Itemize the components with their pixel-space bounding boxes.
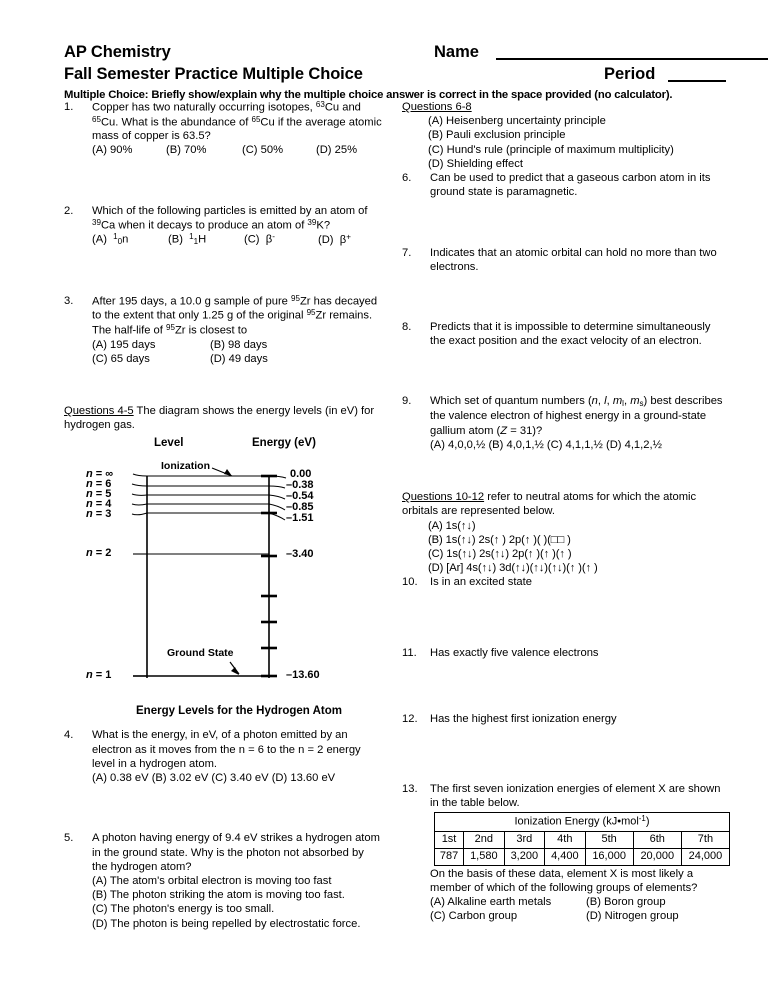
question-4-stem-line2: electron as it moves from the n = 6 to the n = 2 energy <box>92 743 361 756</box>
question-12 <box>402 712 732 726</box>
q3-option-b[interactable]: (B) 98 days <box>210 338 268 351</box>
q68-option-c[interactable]: (C) Hund's rule (principle of maximum multiplicity) <box>428 143 674 156</box>
question-1-stem-line3: mass of copper is 63.5? <box>92 130 211 143</box>
q3-option-c[interactable]: (C) 65 days <box>92 352 150 365</box>
q2-stem-b: Ca when it decays to produce an atom of <box>100 219 308 232</box>
q1-iso-65a: 65 <box>92 114 101 124</box>
q9-var-ml: m <box>612 395 623 408</box>
question-10-stem: Is in an excited state <box>430 576 532 589</box>
q1012-option-c[interactable]: (C) 1s(↑↓) 2s(↑↓) 2p(↑ )(↑ )(↑ ) <box>428 547 572 560</box>
q1012-intro-line2: orbitals are represented below. <box>402 505 555 518</box>
q3-iso-95b: 95 <box>306 308 316 318</box>
q13-option-d[interactable]: (D) Nitrogen group <box>586 910 679 923</box>
question-5-stem-line3: the hydrogen atom? <box>92 860 192 873</box>
q1-stem-b: Cu. What is the abundance of <box>100 115 252 128</box>
table-header-cell: 5th <box>585 831 633 848</box>
question-1-stem-line1 <box>92 100 404 115</box>
question-9-number: 9. <box>402 395 412 408</box>
table-header-cell: 1st <box>435 831 464 848</box>
q13-option-a[interactable]: (A) Alkaline earth metals <box>430 896 552 909</box>
question-13-stem-line4: member of which of the following groups of elements? <box>430 881 698 894</box>
q1-option-a[interactable]: (A) 90% <box>92 144 133 157</box>
q2-option-c[interactable]: (C) β- <box>244 232 275 246</box>
question-5-stem-line1: A photon having energy of 9.4 eV strikes a hydrogen atom <box>92 832 380 845</box>
question-13-number: 13. <box>402 783 418 796</box>
name-blank-line[interactable] <box>496 58 768 60</box>
question-9 <box>402 394 732 452</box>
question-2-stem-line2 <box>92 218 404 233</box>
q1-option-d[interactable]: (D) 25% <box>316 144 358 157</box>
diagram-level-label-2: n = 2 <box>86 547 112 560</box>
question-4-number: 4. <box>64 729 74 742</box>
q3-stem-c2: Zr is closest to <box>174 324 248 337</box>
question-5 <box>64 831 404 931</box>
q68-group-heading-row <box>402 100 732 114</box>
table-title: Ionization Energy (kJ•mol$^{-1}$) <box>435 813 730 831</box>
question-3-stem-line3 <box>92 323 404 338</box>
diagram-energy-value-0: 0.00 <box>290 468 312 481</box>
energy-level-diagram <box>64 436 404 726</box>
questions-6-8-group <box>402 100 732 171</box>
question-13-options-row2 <box>430 909 732 923</box>
question-10 <box>402 575 732 589</box>
table-data-cell: 4,400 <box>545 848 586 865</box>
table-row <box>435 848 730 865</box>
q45-intro-text-a: The diagram shows the energy levels (in eV) for <box>133 405 375 418</box>
q1-iso-63: 63 <box>315 100 325 109</box>
q3-stem-a2: Zr has decayed <box>299 295 378 308</box>
q13-option-c[interactable]: (C) Carbon group <box>430 910 518 923</box>
q9-var-ms: m <box>630 395 640 408</box>
question-11-number: 11. <box>402 646 417 659</box>
question-8-stem-line2: the exact position and the exact velocity of an electron. <box>430 335 702 348</box>
q1012-option-a[interactable]: (A) 1s(↑↓) <box>428 519 476 532</box>
diagram-level-label-4: n = 4 <box>86 498 112 511</box>
question-2-options <box>92 232 404 247</box>
q1-option-b[interactable]: (B) 70% <box>166 144 207 157</box>
question-4-options[interactable]: (A) 0.38 eV (B) 3.02 eV (C) 3.40 eV (D) 13.60 eV <box>92 772 336 785</box>
question-3-options-row1 <box>92 338 404 352</box>
diagram-energy-value-5: –3.40 <box>286 548 314 561</box>
question-3-stem-line1 <box>92 294 404 309</box>
q2-iso-39a: 39 <box>92 217 101 227</box>
q45-intro-line1 <box>64 404 404 418</box>
period-blank-line[interactable] <box>668 80 726 82</box>
question-13-stem-line3: On the basis of these data, element X is most likely a <box>430 867 694 880</box>
table-title-row <box>435 813 730 831</box>
question-9-stem-line3 <box>430 424 732 438</box>
q3-stem-b2: Zr remains. <box>315 309 373 322</box>
right-column <box>402 100 732 924</box>
question-8-number: 8. <box>402 320 412 333</box>
questions-10-12-group <box>402 490 732 575</box>
diagram-graphic <box>64 450 404 700</box>
question-9-stem-line2: the valence electron of highest energy in a ground-state <box>430 410 707 423</box>
question-12-number: 12. <box>402 712 418 725</box>
q9-stem-c1: gallium atom ( <box>430 424 501 437</box>
period-label: Period <box>604 65 656 83</box>
diagram-energy-value-3: –0.85 <box>286 501 314 514</box>
q1012-group-options <box>402 519 732 576</box>
ionization-energy-table <box>434 812 730 865</box>
q13-option-b[interactable]: (B) Boron group <box>586 896 666 909</box>
page-title-line2: Fall Semester Practice Multiple Choice <box>64 65 363 83</box>
q5-option-c[interactable]: (C) The photon's energy is too small. <box>92 903 275 916</box>
question-4-stem-line3: level in a hydrogen atom. <box>92 757 218 770</box>
q3-stem-c: The half-life of <box>92 324 166 337</box>
question-3-stem-line2 <box>92 308 404 323</box>
q1012-group-heading: Questions 10-12 <box>402 491 485 504</box>
question-12-stem: Has the highest first ionization energy <box>430 712 617 725</box>
q2-option-a[interactable]: (A) $^1_0$n <box>92 232 129 247</box>
left-column <box>64 100 404 931</box>
q5-option-a[interactable]: (A) The atom's orbital electron is moving too fast <box>92 875 332 887</box>
diagram-level-label-1: n = 1 <box>86 669 112 682</box>
question-9-options[interactable]: (A) 4,0,0,½ (B) 4,0,1,½ (C) 4,1,1,½ (D) 4,1,2,½ <box>430 438 662 451</box>
question-3-options-row2 <box>92 352 404 366</box>
question-8-stem-line1: Predicts that it is impossible to determine simultaneously <box>430 320 711 333</box>
table-header-cell: 3rd <box>504 831 545 848</box>
diagram-caption: Energy Levels for the Hydrogen Atom <box>136 705 342 718</box>
q2-option-b[interactable]: (B) $^1_1$H <box>168 232 207 247</box>
q3-option-d[interactable]: (D) 49 days <box>210 352 268 365</box>
question-4-stem-line1: What is the energy, in eV, of a photon emitted by an <box>92 729 348 742</box>
q5-option-b[interactable]: (B) The photon striking the atom is moving too fast. <box>92 889 345 902</box>
table-header-row <box>435 831 730 848</box>
q9-stem-a2: ) best describes <box>643 395 723 408</box>
diagram-level-header: Level <box>154 437 184 450</box>
q68-group-options <box>402 114 732 171</box>
q68-group-heading: Questions 6-8 <box>402 101 472 113</box>
diagram-energy-value-2: –0.54 <box>286 490 314 503</box>
table-data-cell: 787 <box>435 848 464 865</box>
q3-option-a[interactable]: (A) 195 days <box>92 338 156 351</box>
question-5-stem-line2: in the ground state. Why is the photon not absorbed by <box>92 846 364 859</box>
q3-stem-b: to the extent that only 1.25 g of the original <box>92 309 307 322</box>
question-3 <box>64 294 404 366</box>
diagram-energy-header: Energy (eV) <box>252 437 316 450</box>
question-1-options <box>92 143 404 157</box>
diagram-level-label-6: n = 6 <box>86 478 112 491</box>
q3-stem-a: After 195 days, a 10.0 g sample of pure <box>92 295 292 308</box>
question-8 <box>402 320 732 348</box>
q9-var-l: l <box>604 395 607 408</box>
diagram-ground-state-label: Ground State <box>167 647 234 660</box>
q1-iso-65b: 65 <box>251 114 261 124</box>
question-6-stem-line1: Can be used to predict that a gaseous carbon atom in its <box>430 172 711 185</box>
table-header-cell: 2nd <box>464 831 505 848</box>
name-label: Name <box>434 43 479 61</box>
question-13-stem-line1: The first seven ionization energies of element X are shown <box>430 783 721 796</box>
instructions-text: Multiple Choice: Briefly show/explain why the multiple choice answer is correct in the space provided (no calculator). <box>64 89 673 101</box>
q5-option-d[interactable]: (D) The photon is being repelled by electrostatic force. <box>92 917 361 930</box>
question-11 <box>402 646 732 660</box>
question-2 <box>64 204 404 248</box>
q1-stem-a: Copper has two naturally occurring isotopes, <box>92 101 316 114</box>
q1-stem-c: Cu if the average atomic <box>260 115 382 128</box>
question-7-number: 7. <box>402 246 412 259</box>
question-9-stem-line1: Which set of quantum numbers (n, l, $m_l$, $m_s$) best describes <box>430 395 723 409</box>
question-2-stem-line1: Which of the following particles is emitted by an atom of <box>92 204 368 217</box>
q2-stem-c: K? <box>316 219 331 232</box>
diagram-level-label-inf: n = ∞ <box>86 468 114 481</box>
q1-option-c[interactable]: (C) 50% <box>242 144 284 157</box>
table-header-cell: 6th <box>633 831 681 848</box>
question-4 <box>64 728 404 785</box>
q1-cu-and: Cu and <box>324 101 361 114</box>
question-6-number: 6. <box>402 172 412 185</box>
q68-option-d[interactable]: (D) Shielding effect <box>428 157 523 170</box>
q1012-option-d[interactable]: (D) [Ar] 4s(↑↓) 3d(↑↓)(↑↓)(↑↓)(↑ )(↑ ) <box>428 562 598 575</box>
question-1 <box>64 100 404 158</box>
question-13-stem-line2: in the table below. <box>430 797 520 810</box>
question-6-stem-line2: ground state is paramagnetic. <box>430 186 578 199</box>
question-13 <box>402 782 732 924</box>
q68-option-a[interactable]: (A) Heisenberg uncertainty principle <box>428 115 606 128</box>
q68-option-b[interactable]: (B) Pauli exclusion principle <box>428 129 566 142</box>
question-7-stem-line2: electrons. <box>430 260 479 273</box>
question-1-stem-line2 <box>92 115 404 130</box>
table-data-cell: 1,580 <box>464 848 505 865</box>
q1012-option-b[interactable]: (B) 1s(↑↓) 2s(↑ ) 2p(↑ )( )(□□ ) <box>428 533 571 546</box>
q2-option-d[interactable]: (D) β+ <box>318 232 351 246</box>
question-2-number: 2. <box>64 204 74 217</box>
table-data-cell: 20,000 <box>633 848 681 865</box>
question-11-stem: Has exactly five valence electrons <box>430 646 599 659</box>
question-13-options-row1 <box>430 895 732 909</box>
q45-group-heading: Questions 4-5 <box>64 405 134 418</box>
diagram-energy-value-4: –1.51 <box>286 512 314 525</box>
diagram-energy-value-6: –13.60 <box>286 669 320 682</box>
q1012-intro-line1 <box>402 490 732 504</box>
table-data-cell: 3,200 <box>504 848 545 865</box>
q2-iso-39b: 39 <box>307 217 317 227</box>
diagram-level-label-5: n = 5 <box>86 488 112 501</box>
question-7-stem-line1: Indicates that an atomic orbital can hold no more than two <box>430 246 717 259</box>
table-header-cell: 4th <box>545 831 586 848</box>
question-6 <box>402 171 732 199</box>
q3-iso-95a: 95 <box>291 293 300 303</box>
page-title-line1: AP Chemistry <box>64 43 171 61</box>
q9-stem-a: Which set of quantum numbers ( <box>430 395 592 408</box>
q45-intro-line2: hydrogen gas. <box>64 419 135 432</box>
question-7 <box>402 246 732 274</box>
q9-stem-c2: = 31)? <box>507 424 543 437</box>
question-10-number: 10. <box>402 576 418 589</box>
diagram-level-label-3: n = 3 <box>86 508 112 521</box>
table-data-cell: 16,000 <box>585 848 633 865</box>
table-data-cell: 24,000 <box>681 848 729 865</box>
q9-var-z: Z <box>500 424 508 437</box>
table-header-cell: 7th <box>681 831 729 848</box>
diagram-ionization-label: Ionization <box>161 460 210 473</box>
question-3-number: 3. <box>64 294 74 307</box>
questions-4-5-intro <box>64 404 404 432</box>
question-1-number: 1. <box>64 101 74 113</box>
q9-var-n: n <box>591 395 598 408</box>
question-5-number: 5. <box>64 832 74 845</box>
q3-iso-95c: 95 <box>166 323 175 332</box>
q1012-intro-text-a: refer to neutral atoms for which the atomic <box>484 491 697 504</box>
diagram-energy-value-1: –0.38 <box>286 479 314 492</box>
